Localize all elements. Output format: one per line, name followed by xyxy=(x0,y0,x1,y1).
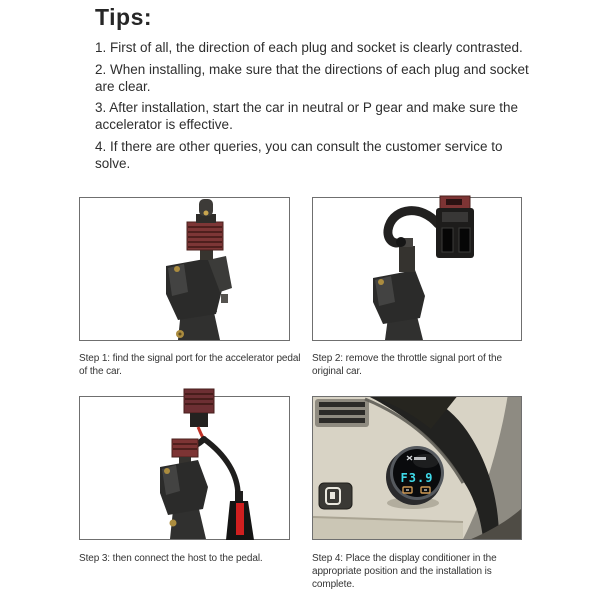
dash-button xyxy=(319,483,352,509)
accelerator-pedal xyxy=(373,238,425,340)
step3-photo xyxy=(79,396,290,540)
signal-port-connector xyxy=(187,199,223,260)
host-connector xyxy=(226,491,254,540)
accelerator-pedal xyxy=(160,460,208,539)
accelerator-pedal xyxy=(166,256,232,340)
step2-caption: Step 2: remove the throttle signal port of the original car. xyxy=(312,353,502,377)
tip-item-1: 1. First of all, the direction of each plug and socket is clearly contrasted. xyxy=(95,40,523,55)
tip-item-3: 3. After installation, start the car in neutral or P gear and make sure the accelerator is effective. xyxy=(95,100,518,132)
tip-item-4: 4. If there are other queries, you can consult the customer service to solve. xyxy=(95,138,503,171)
step4-caption: Step 4: Place the display conditioner in the appropriate position and the installation is complete. xyxy=(312,553,497,590)
step3-caption: Step 3: then connect the host to the pedal. xyxy=(79,553,263,564)
step4-photo xyxy=(312,396,522,540)
throttle-port-removal-illustration xyxy=(313,198,521,340)
upper-connector xyxy=(184,389,214,439)
step1-photo xyxy=(79,197,290,341)
step2-photo xyxy=(312,197,522,341)
tip-item-2: 2. When installing, make sure that the directions of each plug and socket are clear. xyxy=(95,61,529,94)
accelerator-pedal-illustration xyxy=(80,198,289,340)
page-title: Tips: xyxy=(95,4,153,30)
air-vent xyxy=(315,399,369,427)
tips-list xyxy=(95,39,531,176)
step1-caption: Step 1: find the signal port for the accelerator pedal of the car. xyxy=(79,353,301,377)
dashboard-installed-illustration xyxy=(313,397,521,539)
host-connection-illustration xyxy=(80,397,289,539)
device-display-value: F3.9 xyxy=(400,471,434,485)
